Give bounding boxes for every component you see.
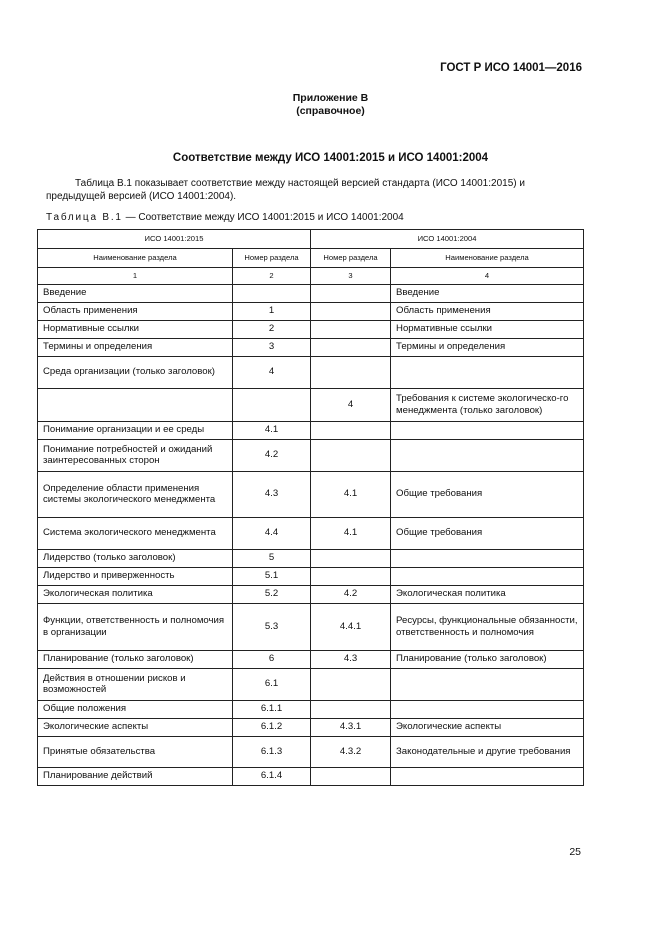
table-row <box>38 603 584 650</box>
column-header: Номер раздела <box>311 249 391 268</box>
section-name-2015: Термины и определения <box>38 338 233 356</box>
table-caption-text: — Соответствие между ИСО 14001:2015 и ИСО 14001:2004 <box>122 212 404 223</box>
section-number-2015: 6 <box>233 650 311 668</box>
section-name-2015: Область применения <box>38 302 233 320</box>
table-row <box>38 668 584 700</box>
section-name-2004 <box>391 421 584 439</box>
section-number-2004: 4.2 <box>311 585 391 603</box>
section-name-2015: Введение <box>38 284 233 302</box>
section-name-2015: Лидерство (только заголовок) <box>38 549 233 567</box>
section-number-2015: 5.3 <box>233 603 311 650</box>
section-name-2004 <box>391 767 584 785</box>
table-body <box>38 284 584 785</box>
section-number-2004 <box>311 284 391 302</box>
section-name-2015: Планирование действий <box>38 767 233 785</box>
section-name-2015: Функции, ответственность и полномочия в организации <box>38 603 233 650</box>
section-name-2004: Общие требования <box>391 471 584 517</box>
section-name-2015: Среда организации (только заголовок) <box>38 356 233 388</box>
section-number-2004 <box>311 302 391 320</box>
section-name-2004: Требования к системе экологическо-го менеджмента (только заголовок) <box>391 388 584 421</box>
table-row <box>38 585 584 603</box>
section-name-2004 <box>391 668 584 700</box>
section-number-2015: 6.1.4 <box>233 767 311 785</box>
section-number-2004: 4 <box>311 388 391 421</box>
column-number: 1 <box>38 268 233 285</box>
table-row <box>38 549 584 567</box>
table-row <box>38 650 584 668</box>
section-name-2004: Экологические аспекты <box>391 718 584 736</box>
table-caption <box>46 212 404 223</box>
section-name-2015: Система экологического менеджмента <box>38 517 233 549</box>
table-row <box>38 338 584 356</box>
section-name-2015: Принятые обязательства <box>38 736 233 767</box>
section-name-2015 <box>38 388 233 421</box>
section-number-2015: 4.4 <box>233 517 311 549</box>
column-header: Наименование раздела <box>391 249 584 268</box>
section-number-2015 <box>233 388 311 421</box>
table-row <box>38 517 584 549</box>
section-number-2015: 6.1.1 <box>233 700 311 718</box>
section-number-2015: 4.3 <box>233 471 311 517</box>
section-number-2004 <box>311 767 391 785</box>
section-name-2004: Законодательные и другие требования <box>391 736 584 767</box>
section-name-2004 <box>391 356 584 388</box>
section-number-2015: 4.2 <box>233 439 311 471</box>
section-number-2004 <box>311 439 391 471</box>
section-number-2015: 6.1.2 <box>233 718 311 736</box>
section-name-2004: Ресурсы, функциональные обязанности, ответственность и полномочия <box>391 603 584 650</box>
section-number-2004: 4.4.1 <box>311 603 391 650</box>
section-number-2015: 5.1 <box>233 567 311 585</box>
section-name-2004 <box>391 549 584 567</box>
table-row <box>38 718 584 736</box>
section-name-2004: Область применения <box>391 302 584 320</box>
section-number-2004 <box>311 668 391 700</box>
section-number-2015: 4.1 <box>233 421 311 439</box>
section-name-2004: Введение <box>391 284 584 302</box>
table-row <box>38 736 584 767</box>
section-number-2004 <box>311 421 391 439</box>
group-header-2015: ИСО 14001:2015 <box>38 230 311 249</box>
section-number-2015: 6.1.3 <box>233 736 311 767</box>
section-number-2015: 3 <box>233 338 311 356</box>
section-name-2015: Экологическая политика <box>38 585 233 603</box>
column-number: 3 <box>311 268 391 285</box>
correspondence-table <box>37 229 584 786</box>
table-row <box>38 421 584 439</box>
section-name-2004 <box>391 567 584 585</box>
column-header: Наименование раздела <box>38 249 233 268</box>
section-name-2004: Термины и определения <box>391 338 584 356</box>
section-number-2015: 2 <box>233 320 311 338</box>
section-number-2004 <box>311 338 391 356</box>
section-number-2015: 5.2 <box>233 585 311 603</box>
section-number-2004: 4.3.2 <box>311 736 391 767</box>
appendix-subtitle: (справочное) <box>296 105 365 117</box>
section-number-2015: 4 <box>233 356 311 388</box>
section-name-2015: Планирование (только заголовок) <box>38 650 233 668</box>
section-number-2004 <box>311 356 391 388</box>
table-row <box>38 471 584 517</box>
appendix-heading <box>0 92 661 118</box>
section-number-2004: 4.3.1 <box>311 718 391 736</box>
table-row <box>38 302 584 320</box>
section-number-2004: 4.1 <box>311 471 391 517</box>
appendix-title: Приложение В <box>292 92 369 104</box>
section-name-2004: Общие требования <box>391 517 584 549</box>
table-row <box>38 284 584 302</box>
column-header: Номер раздела <box>233 249 311 268</box>
column-number: 2 <box>233 268 311 285</box>
section-name-2015: Нормативные ссылки <box>38 320 233 338</box>
section-number-2004 <box>311 700 391 718</box>
table-row <box>38 388 584 421</box>
section-name-2015: Понимание организации и ее среды <box>38 421 233 439</box>
section-number-2004 <box>311 567 391 585</box>
section-name-2004 <box>391 439 584 471</box>
section-name-2015: Лидерство и приверженность <box>38 567 233 585</box>
section-number-2015 <box>233 284 311 302</box>
column-number-row <box>38 268 584 285</box>
section-name-2004: Экологическая политика <box>391 585 584 603</box>
section-number-2004: 4.3 <box>311 650 391 668</box>
standard-code: ГОСТ Р ИСО 14001—2016 <box>440 62 582 74</box>
column-number: 4 <box>391 268 584 285</box>
section-name-2004 <box>391 700 584 718</box>
section-number-2015: 1 <box>233 302 311 320</box>
section-name-2015: Общие положения <box>38 700 233 718</box>
intro-paragraph: Таблица В.1 показывает соответствие между настоящей версией стандарта (ИСО 14001:2015) и предыдущей версией (ИСО 14001:2004). <box>46 178 525 202</box>
table-row <box>38 567 584 585</box>
column-header-row <box>38 249 584 268</box>
table-row <box>38 700 584 718</box>
table-row <box>38 439 584 471</box>
table-row <box>38 320 584 338</box>
section-title: Соответствие между ИСО 14001:2015 и ИСО 14001:2004 <box>172 152 489 164</box>
section-number-2015: 6.1 <box>233 668 311 700</box>
table-row <box>38 767 584 785</box>
section-name-2015: Действия в отношении рисков и возможностей <box>38 668 233 700</box>
section-name-2015: Определение области применения системы экологического менеджмента <box>38 471 233 517</box>
section-number-2004 <box>311 549 391 567</box>
section-name-2015: Понимание потребностей и ожиданий заинтересованных сторон <box>38 439 233 471</box>
table-row <box>38 356 584 388</box>
section-number-2015: 5 <box>233 549 311 567</box>
table-caption-label: Таблица В.1 <box>46 212 123 223</box>
group-header-row <box>38 230 584 249</box>
section-number-2004: 4.1 <box>311 517 391 549</box>
section-name-2004: Нормативные ссылки <box>391 320 584 338</box>
section-name-2004: Планирование (только заголовок) <box>391 650 584 668</box>
section-number-2004 <box>311 320 391 338</box>
page-number: 25 <box>569 846 581 858</box>
section-name-2015: Экологические аспекты <box>38 718 233 736</box>
group-header-2004: ИСО 14001:2004 <box>311 230 584 249</box>
